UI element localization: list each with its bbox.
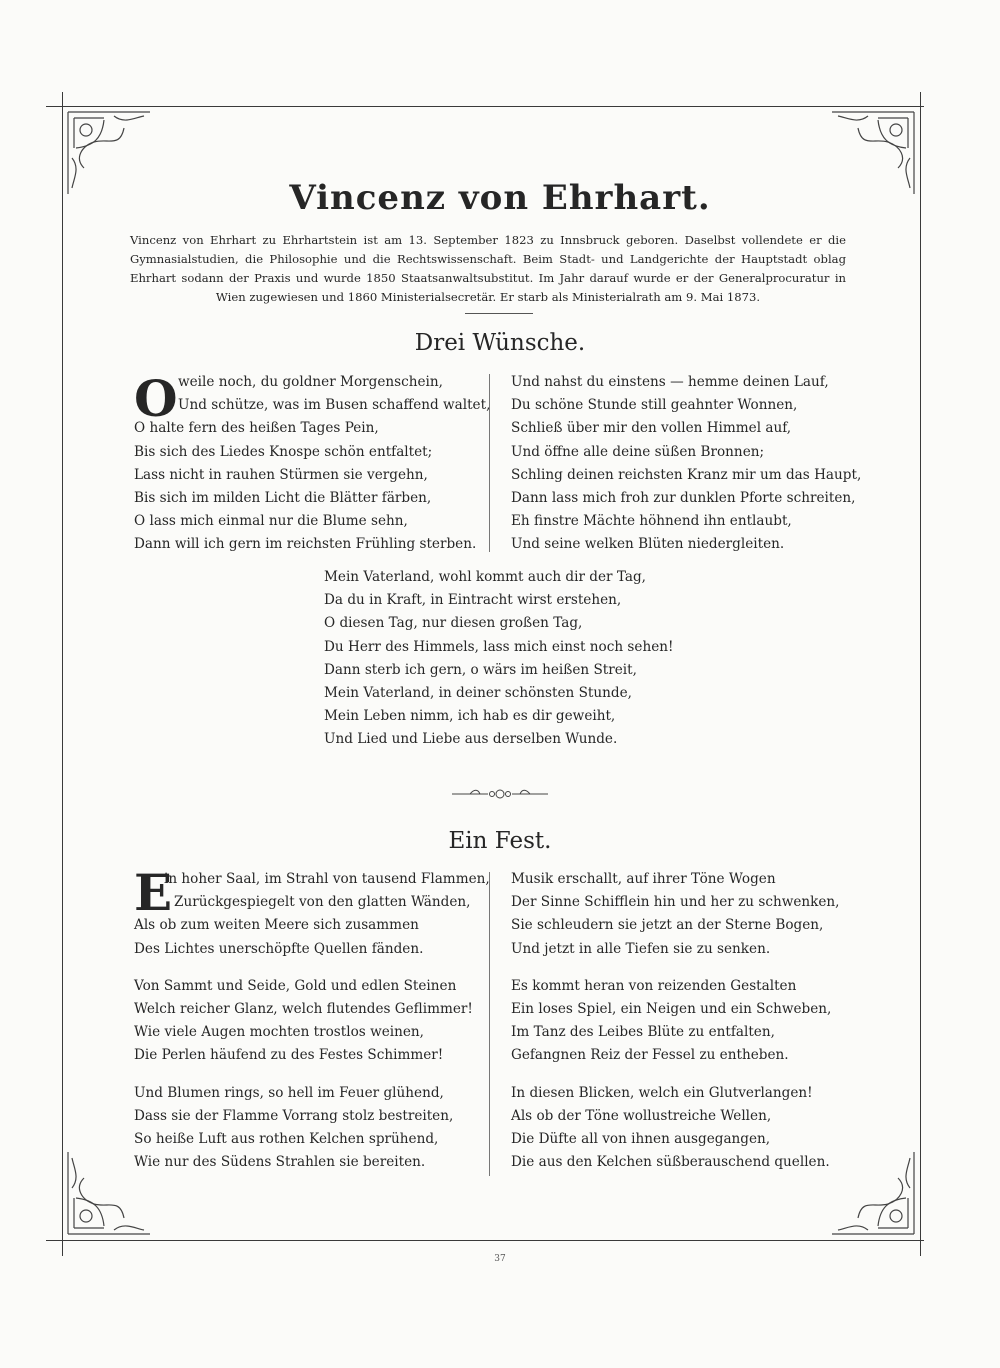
verse-line: Musik erschallt, auf ihrer Töne Wogen	[511, 871, 776, 887]
verse-line: Du Herr des Himmels, lass mich einst noch sehen!	[324, 638, 674, 655]
verse-line: O diesen Tag, nur diesen großen Tag,	[324, 615, 583, 632]
poem1-left-column	[134, 371, 490, 557]
column-divider	[489, 872, 490, 1176]
verse-line: Dann sterb ich gern, o wärs im heißen Streit,	[324, 661, 637, 678]
verse-line: Von Sammt und Seide, Gold und edlen Steinen	[134, 977, 457, 994]
page-number: 37	[494, 1254, 506, 1264]
verse-line: Die Düfte all von ihnen ausgegangen,	[511, 1130, 771, 1147]
verse-line: Als ob der Töne wollustreiche Wellen,	[511, 1107, 772, 1124]
poem2-left-column	[134, 863, 490, 1174]
frame-left-line	[62, 92, 63, 1256]
verse-line: Ein loses Spiel, ein Neigen und ein Schweben,	[511, 1000, 832, 1017]
verse-line: Mein Leben nimm, ich hab es dir geweiht,	[324, 708, 616, 725]
verse-line: Welch reicher Glanz, welch flutendes Geflimmer!	[134, 1000, 473, 1017]
verse-line: Und schütze, was im Busen schaffend waltet,	[178, 397, 491, 414]
verse-line: Gefangnen Reiz der Fessel zu entheben.	[511, 1047, 789, 1064]
verse-line: In diesen Blicken, welch ein Glutverlangen!	[511, 1084, 813, 1101]
verse-line: Bis sich im milden Licht die Blätter färben,	[134, 489, 432, 506]
verse-line: Als ob zum weiten Meere sich zusammen	[134, 917, 419, 934]
verse-line: Und Lied und Liebe aus derselben Wunde.	[324, 731, 618, 748]
verse-line: Und Blumen rings, so hell im Feuer glühend,	[134, 1084, 444, 1101]
verse-line: Es kommt heran von reizenden Gestalten	[511, 977, 797, 994]
short-divider	[465, 313, 533, 314]
verse-line: Und öffne alle deine süßen Bronnen;	[511, 443, 765, 460]
verse-line: Eh finstre Mächte höhnend ihn entlaubt,	[511, 513, 792, 530]
verse-line: Die aus den Kelchen süßberauschend quellen.	[511, 1154, 830, 1171]
verse-line: Mein Vaterland, wohl kommt auch dir der Tag,	[324, 569, 646, 585]
verse-line: Da du in Kraft, in Eintracht wirst erstehen,	[324, 592, 622, 609]
verse-line: So heiße Luft aus rothen Kelchen sprühend,	[134, 1130, 439, 1147]
frame-right-line	[920, 92, 921, 1256]
drop-cap: E	[134, 863, 173, 922]
drop-cap: O	[134, 369, 178, 428]
frame-bottom-line	[46, 1240, 924, 1241]
vine-ornament-icon	[450, 786, 550, 802]
verse-line: Lass nicht in rauhen Stürmen sie vergehn,	[134, 466, 428, 483]
verse-line: Des Lichtes unerschöpfte Quellen fänden.	[134, 940, 424, 957]
verse-line: Schling deinen reichsten Kranz mir um das Haupt,	[511, 466, 862, 483]
verse-line: Schließ über mir den vollen Himmel auf,	[511, 420, 792, 437]
ornamental-corner-icon	[828, 1148, 918, 1238]
poem-title-ein-fest: Ein Fest.	[448, 828, 552, 854]
verse-line: in hoher Saal, im Strahl von tausend Flammen,	[164, 871, 490, 887]
verse-line: Bis sich des Liedes Knospe schön entfaltet;	[134, 443, 433, 460]
verse-line: Und jetzt in alle Tiefen sie zu senken.	[511, 940, 771, 957]
verse-line: Dann will ich gern im reichsten Frühling sterben.	[134, 536, 477, 553]
verse-line: Dass sie der Flamme Vorrang stolz bestreiten,	[134, 1107, 454, 1124]
verse-line: Die Perlen häufend zu des Festes Schimmer!	[134, 1047, 444, 1064]
verse-line: Sie schleudern sie jetzt an der Sterne Bogen,	[511, 917, 824, 934]
poem1-right-column	[511, 371, 861, 557]
verse-line: Und nahst du einstens — hemme deinen Lauf,	[511, 374, 829, 390]
poem-title-drei-wuensche: Drei Wünsche.	[414, 330, 586, 356]
page-title: Vincenz von Ehrhart.	[289, 178, 711, 218]
verse-line: Der Sinne Schifflein hin und her zu schwenken,	[511, 894, 840, 911]
poem1-center-stanza	[324, 566, 673, 752]
verse-line: Wie nur des Südens Strahlen sie bereiten.	[134, 1154, 426, 1171]
verse-line: O lass mich einmal nur die Blume sehn,	[134, 513, 408, 530]
verse-line: Du schöne Stunde still geahnter Wonnen,	[511, 397, 798, 414]
biography-paragraph: Vincenz von Ehrhart zu Ehrhartstein ist am 13. September 1823 zu Innsbruck geboren. Daselbst vollendete er die Gymnasialstudien, die Philosophie und die Rechtswissenschaft. Beim Stadt- und Landgerichte der Hauptstadt oblag Ehrhart sodann der Praxis und wurde 1850 Staatsanwaltsubstitut. Im Jahr darauf wurde er der Generalprocuratur in Wien zugewiesen und 1860 Ministerialsecretär. Er starb als Ministerialrath am 9. Mai 1873.	[130, 233, 846, 304]
poem2-right-column	[511, 868, 840, 1174]
verse-line: Mein Vaterland, in deiner schönsten Stunde,	[324, 684, 632, 701]
verse-line: Wie viele Augen mochten trostlos weinen,	[134, 1024, 424, 1041]
verse-line: weile noch, du goldner Morgenschein,	[178, 374, 443, 390]
column-divider	[489, 374, 490, 552]
verse-line: Und seine welken Blüten niedergleiten.	[511, 536, 785, 553]
verse-line: Dann lass mich froh zur dunklen Pforte schreiten,	[511, 489, 856, 506]
verse-line: O halte fern des heißen Tages Pein,	[134, 420, 379, 437]
verse-line: Im Tanz des Leibes Blüte zu entfalten,	[511, 1024, 775, 1041]
frame-top-line	[46, 106, 924, 107]
verse-line: Zurückgespiegelt von den glatten Wänden,	[174, 894, 471, 911]
